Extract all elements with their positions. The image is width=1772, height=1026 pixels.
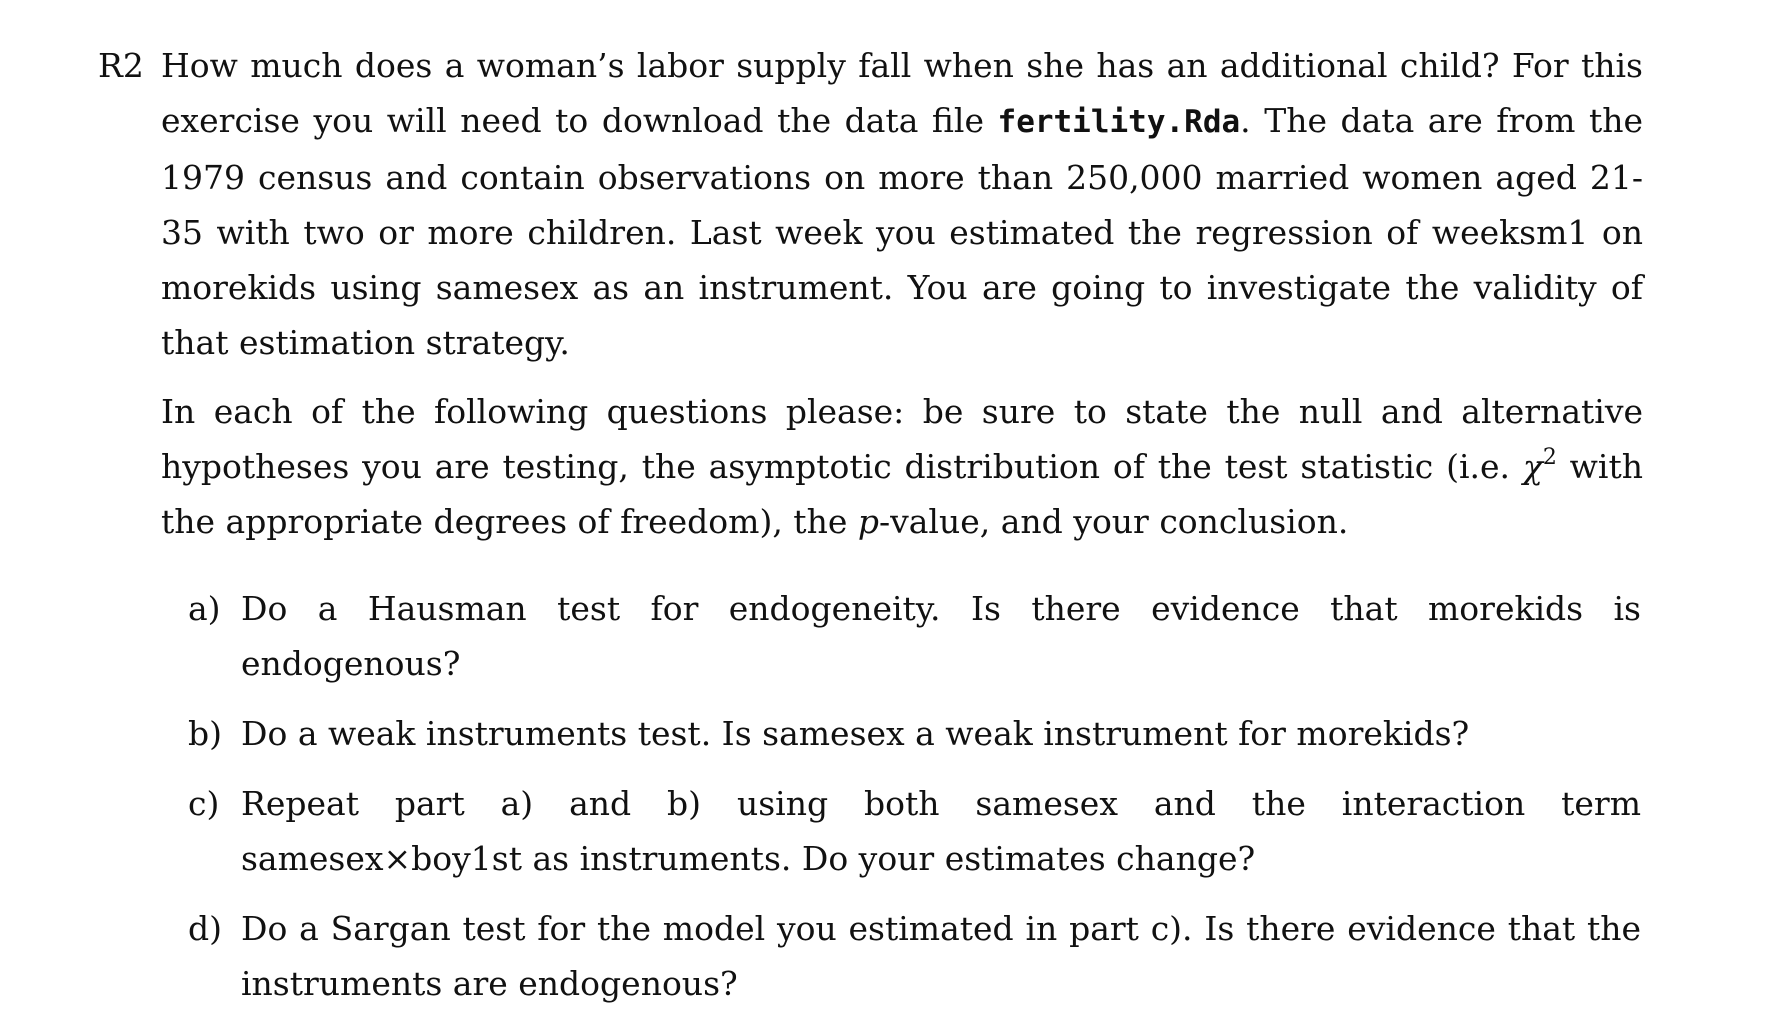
subquestion-d xyxy=(188,901,1641,1011)
intro-text-2: . The data are from the 1979 census and contain observations on more than 250,000 married women aged 21-35 with two or more children. Last week you estimated the regression of weeksm1 on morekids using samesex as an instrument. You are going to investigate the validity of that estimation strategy. xyxy=(161,101,1643,362)
subquestion-label: d) xyxy=(188,909,222,948)
intro-paragraph xyxy=(161,38,1643,370)
problem-label: R2 xyxy=(98,46,144,85)
data-filename: fertility.Rda xyxy=(997,104,1241,140)
subquestion-text: Do a weak instruments test. Is samesex a weak instrument for morekids? xyxy=(241,714,1470,753)
subquestion-text: Do a Hausman test for endogeneity. Is there evidence that morekids is endogenous? xyxy=(241,589,1641,683)
subquestion-c xyxy=(188,776,1641,886)
subquestion-list xyxy=(188,581,1641,1011)
subquestion-text: Do a Sargan test for the model you estimated in part c). Is there evidence that the instruments are endogenous? xyxy=(241,909,1641,1003)
chi-symbol: χ xyxy=(1522,447,1543,486)
subquestion-label: b) xyxy=(188,714,222,753)
instructions-text-2: with the appropriate degrees of freedom), the xyxy=(161,447,1643,541)
subquestion-text: Repeat part a) and b) using both samesex and the interaction term samesex×boy1st as instruments. Do your estimates change? xyxy=(241,784,1641,878)
subquestion-label: a) xyxy=(188,589,221,628)
instructions-text-1: In each of the following questions please: be sure to state the null and alternative hypotheses you are testing, the asymptotic distribution of the test statistic (i.e. xyxy=(161,392,1643,486)
p-symbol: p xyxy=(857,502,879,541)
instructions-text-3: -value, and your conclusion. xyxy=(878,502,1349,541)
intro-text-1: How much does a woman’s labor supply fall when she has an additional child? For this exercise you will need to download the data file xyxy=(161,46,1643,140)
chi-superscript: 2 xyxy=(1542,445,1557,470)
subquestion-label: c) xyxy=(188,784,220,823)
instructions-paragraph xyxy=(161,384,1643,549)
subquestion-a xyxy=(188,581,1641,691)
subquestion-b xyxy=(188,706,1641,761)
problem-r2 xyxy=(98,38,1646,1026)
